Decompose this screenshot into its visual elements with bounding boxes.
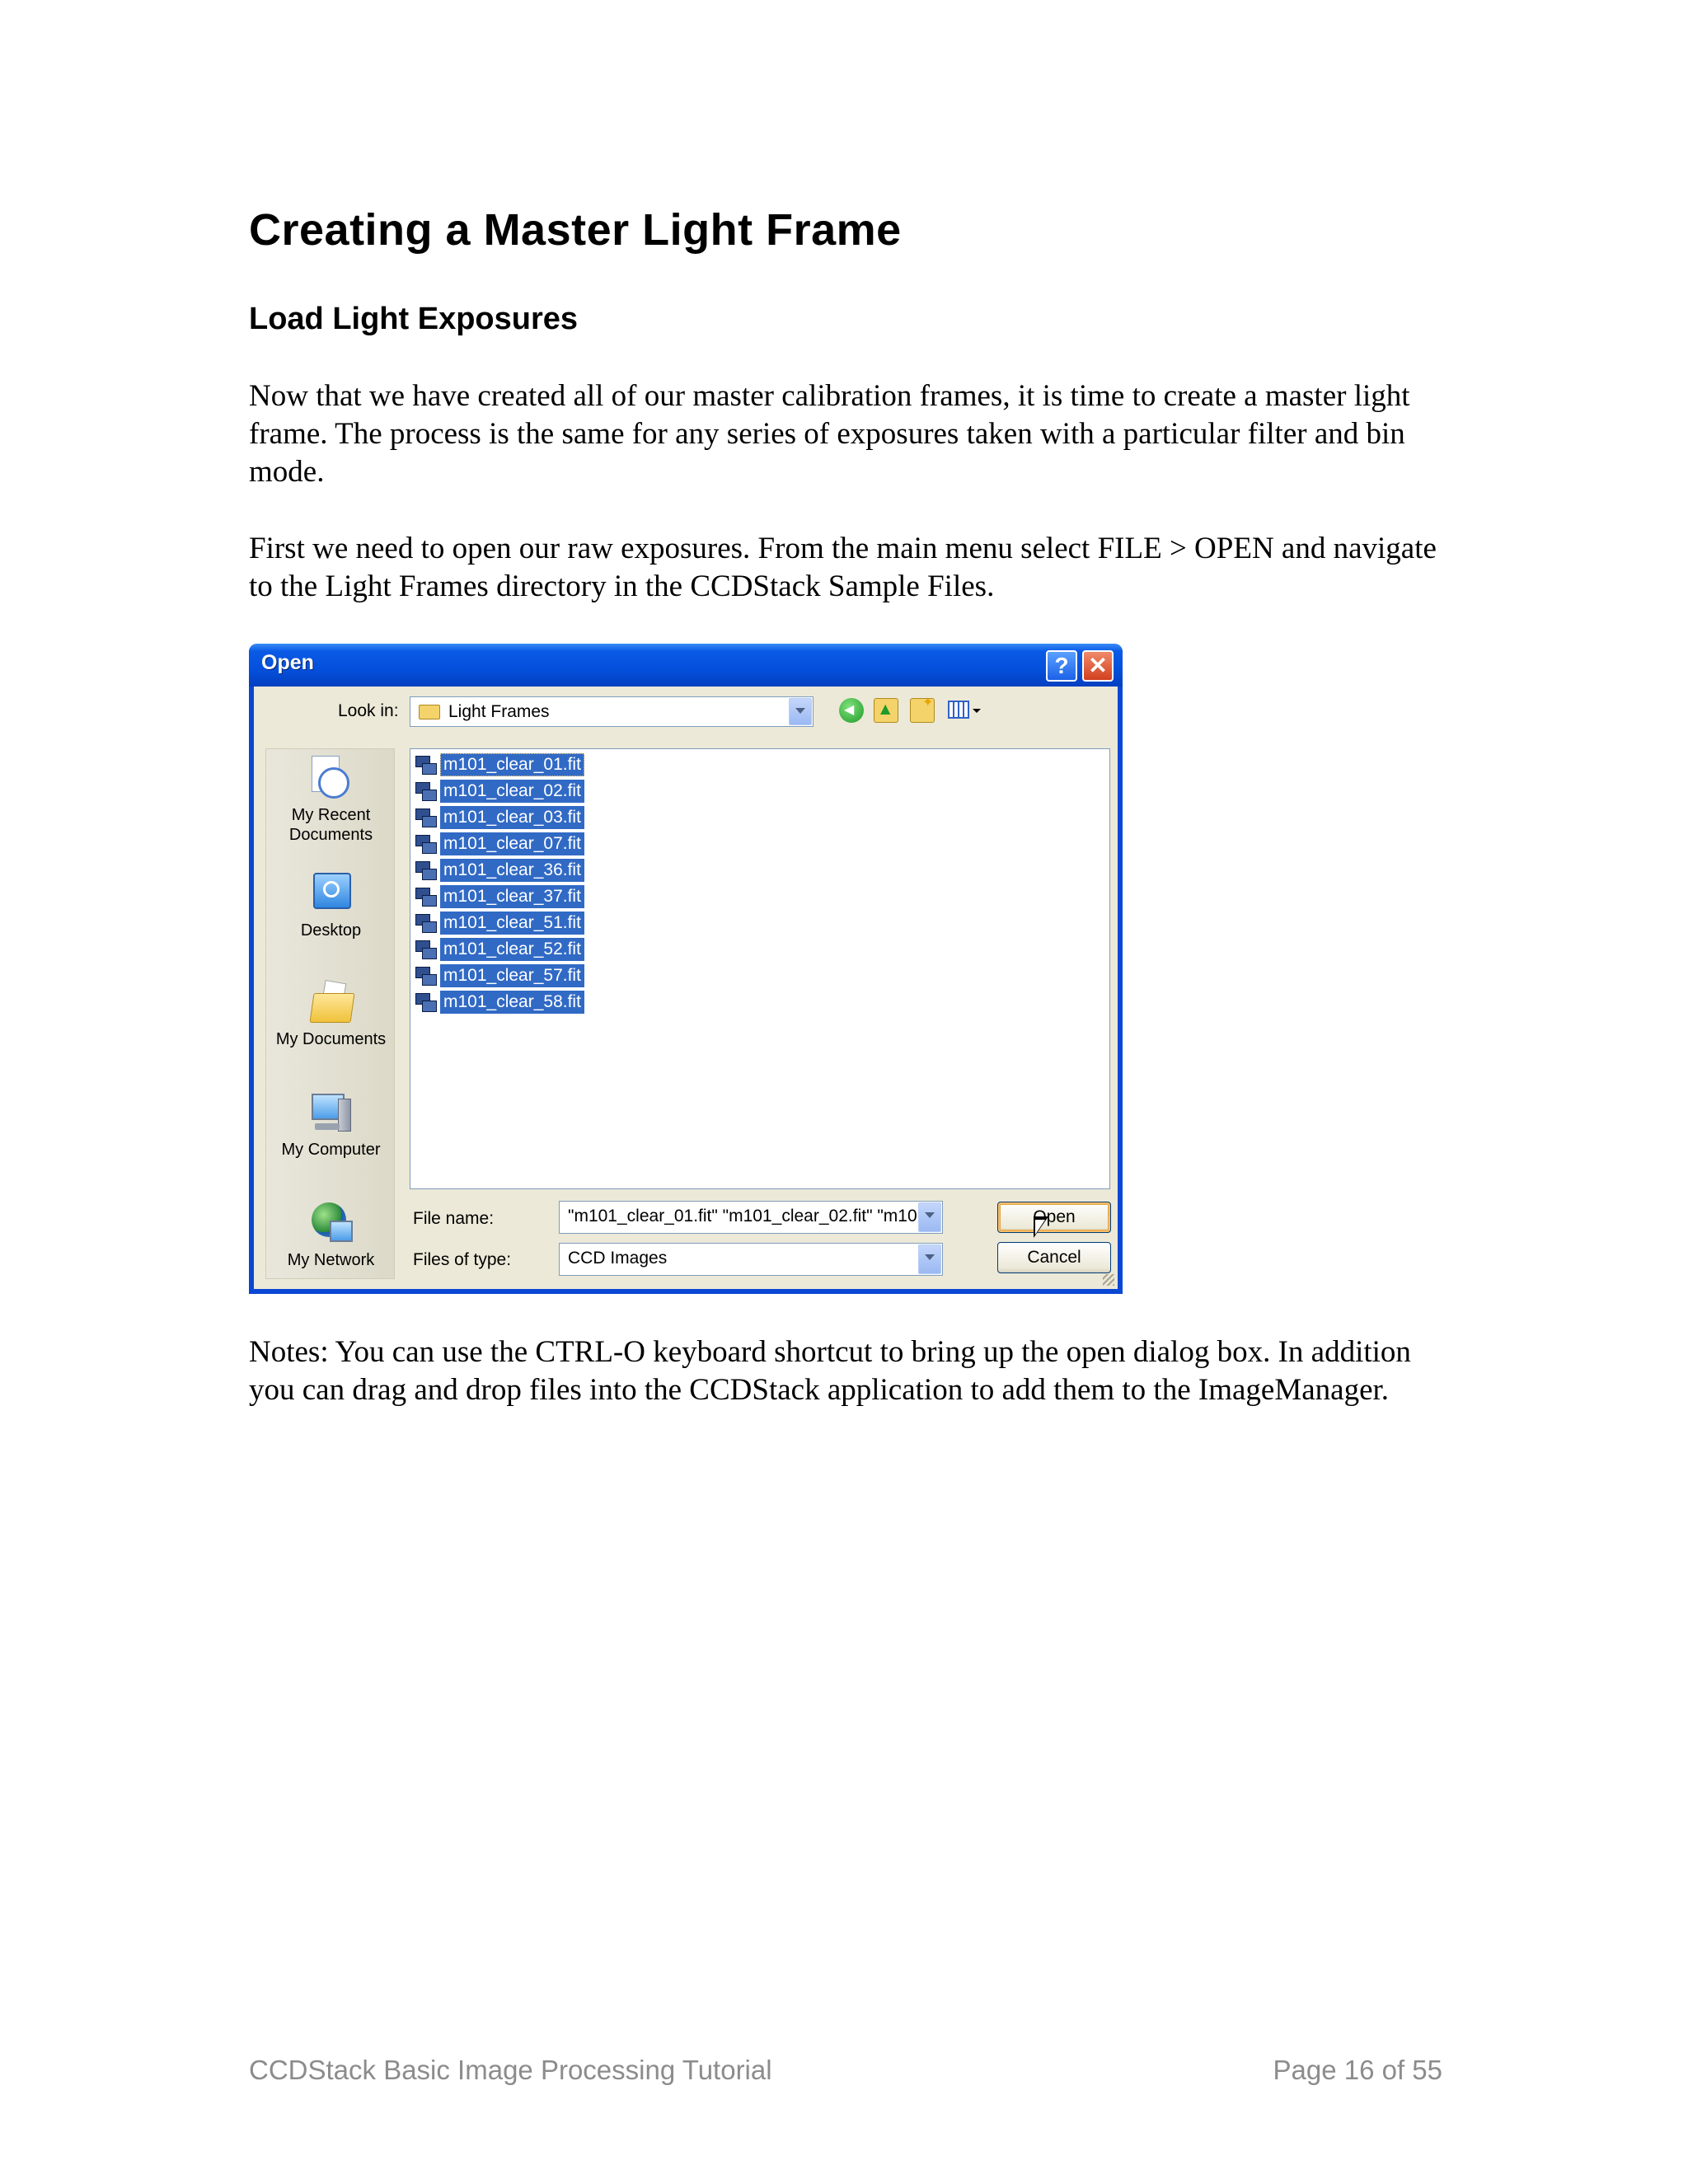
folder-icon bbox=[419, 705, 440, 719]
chevron-down-icon[interactable] bbox=[918, 1202, 941, 1232]
look-in-label: Look in: bbox=[338, 701, 399, 720]
fits-file-icon bbox=[414, 965, 438, 988]
new-folder-icon[interactable] bbox=[910, 698, 935, 723]
footer-title: CCDStack Basic Image Processing Tutorial bbox=[249, 2055, 772, 2085]
file-list[interactable] bbox=[410, 748, 1110, 1189]
fits-file-icon bbox=[414, 886, 438, 909]
file-type-label: Files of type: bbox=[413, 1250, 512, 1269]
section-subheading: Load Light Exposures bbox=[249, 302, 579, 336]
fits-file-icon bbox=[414, 833, 438, 856]
file-name-label: File name: bbox=[413, 1209, 495, 1228]
cancel-button[interactable]: Cancel bbox=[997, 1242, 1111, 1273]
file-name: m101_clear_51.fit bbox=[440, 912, 584, 935]
file-name: m101_clear_07.fit bbox=[440, 832, 584, 855]
places-bar bbox=[265, 748, 395, 1279]
recent-documents-icon bbox=[308, 756, 354, 802]
fits-file-icon bbox=[414, 780, 438, 804]
fits-file-icon bbox=[414, 860, 438, 883]
place-my-recent-documents[interactable] bbox=[266, 756, 396, 845]
file-name: m101_clear_37.fit bbox=[440, 885, 584, 908]
place-label: Desktop bbox=[300, 921, 362, 940]
page-number: Page 16 of 55 bbox=[1273, 2055, 1442, 2085]
close-button[interactable]: ✕ bbox=[1082, 650, 1114, 682]
place-label: My Computer bbox=[281, 1141, 381, 1159]
look-in-dropdown[interactable] bbox=[410, 696, 814, 727]
instructions-paragraph: First we need to open our raw exposures. From the main menu select FILE > OPEN and navigate to the Light Frames directory in the CCDStack Sample Files. bbox=[249, 532, 1437, 603]
dialog-titlebar[interactable] bbox=[249, 644, 1123, 687]
file-name-input[interactable] bbox=[559, 1201, 943, 1234]
my-documents-icon bbox=[308, 980, 354, 1026]
mouse-cursor-icon bbox=[1034, 1216, 1053, 1244]
file-name: m101_clear_02.fit bbox=[440, 780, 584, 803]
open-dialog bbox=[249, 644, 1123, 1294]
fits-file-icon bbox=[414, 939, 438, 962]
desktop-icon bbox=[308, 871, 354, 917]
intro-paragraph: Now that we have created all of our master calibration frames, it is time to create a master light frame. The process is the same for any series of exposures taken with a particular filter and bin mode. bbox=[249, 379, 1410, 489]
fits-file-icon bbox=[414, 754, 438, 777]
place-my-network[interactable] bbox=[266, 1201, 396, 1270]
chevron-down-icon[interactable] bbox=[789, 698, 812, 725]
page-heading: Creating a Master Light Frame bbox=[249, 205, 902, 255]
up-folder-icon[interactable] bbox=[874, 698, 898, 723]
look-in-value: Light Frames bbox=[448, 702, 550, 721]
dialog-title: Open bbox=[261, 651, 314, 674]
fits-file-icon bbox=[414, 807, 438, 830]
views-menu-icon[interactable] bbox=[946, 698, 982, 723]
dialog-client bbox=[254, 687, 1118, 1289]
place-label: My Documents bbox=[275, 1030, 387, 1048]
file-name: m101_clear_36.fit bbox=[440, 859, 584, 882]
file-name: m101_clear_57.fit bbox=[440, 964, 584, 987]
place-my-computer[interactable] bbox=[266, 1090, 396, 1160]
place-desktop[interactable] bbox=[266, 871, 396, 940]
fits-file-icon bbox=[414, 912, 438, 935]
file-name: m101_clear_58.fit bbox=[440, 991, 584, 1014]
help-button[interactable]: ? bbox=[1046, 650, 1077, 682]
back-icon[interactable] bbox=[839, 698, 864, 723]
place-label: My Network bbox=[287, 1251, 375, 1269]
open-button[interactable]: Open bbox=[997, 1202, 1111, 1233]
notes-paragraph: Notes: You can use the CTRL-O keyboard shortcut to bring up the open dialog box. In addition you can drag and drop files into the CCDStack application to add them to the ImageManager. bbox=[249, 1335, 1411, 1407]
place-my-documents[interactable] bbox=[266, 980, 396, 1049]
file-type-value: CCD Images bbox=[568, 1249, 668, 1268]
chevron-down-icon[interactable] bbox=[918, 1244, 941, 1274]
my-network-icon bbox=[308, 1201, 354, 1247]
file-type-dropdown[interactable] bbox=[559, 1243, 943, 1276]
my-computer-icon bbox=[308, 1090, 354, 1137]
fits-file-icon bbox=[414, 991, 438, 1015]
resize-grip[interactable] bbox=[1103, 1274, 1114, 1286]
file-name-value: "m101_clear_01.fit" "m101_clear_02.fit" "m10 bbox=[568, 1207, 917, 1226]
place-label: My Recent Documents bbox=[288, 806, 373, 844]
file-name: m101_clear_01.fit bbox=[440, 753, 584, 776]
file-name: m101_clear_03.fit bbox=[440, 806, 584, 829]
file-name: m101_clear_52.fit bbox=[440, 938, 584, 961]
